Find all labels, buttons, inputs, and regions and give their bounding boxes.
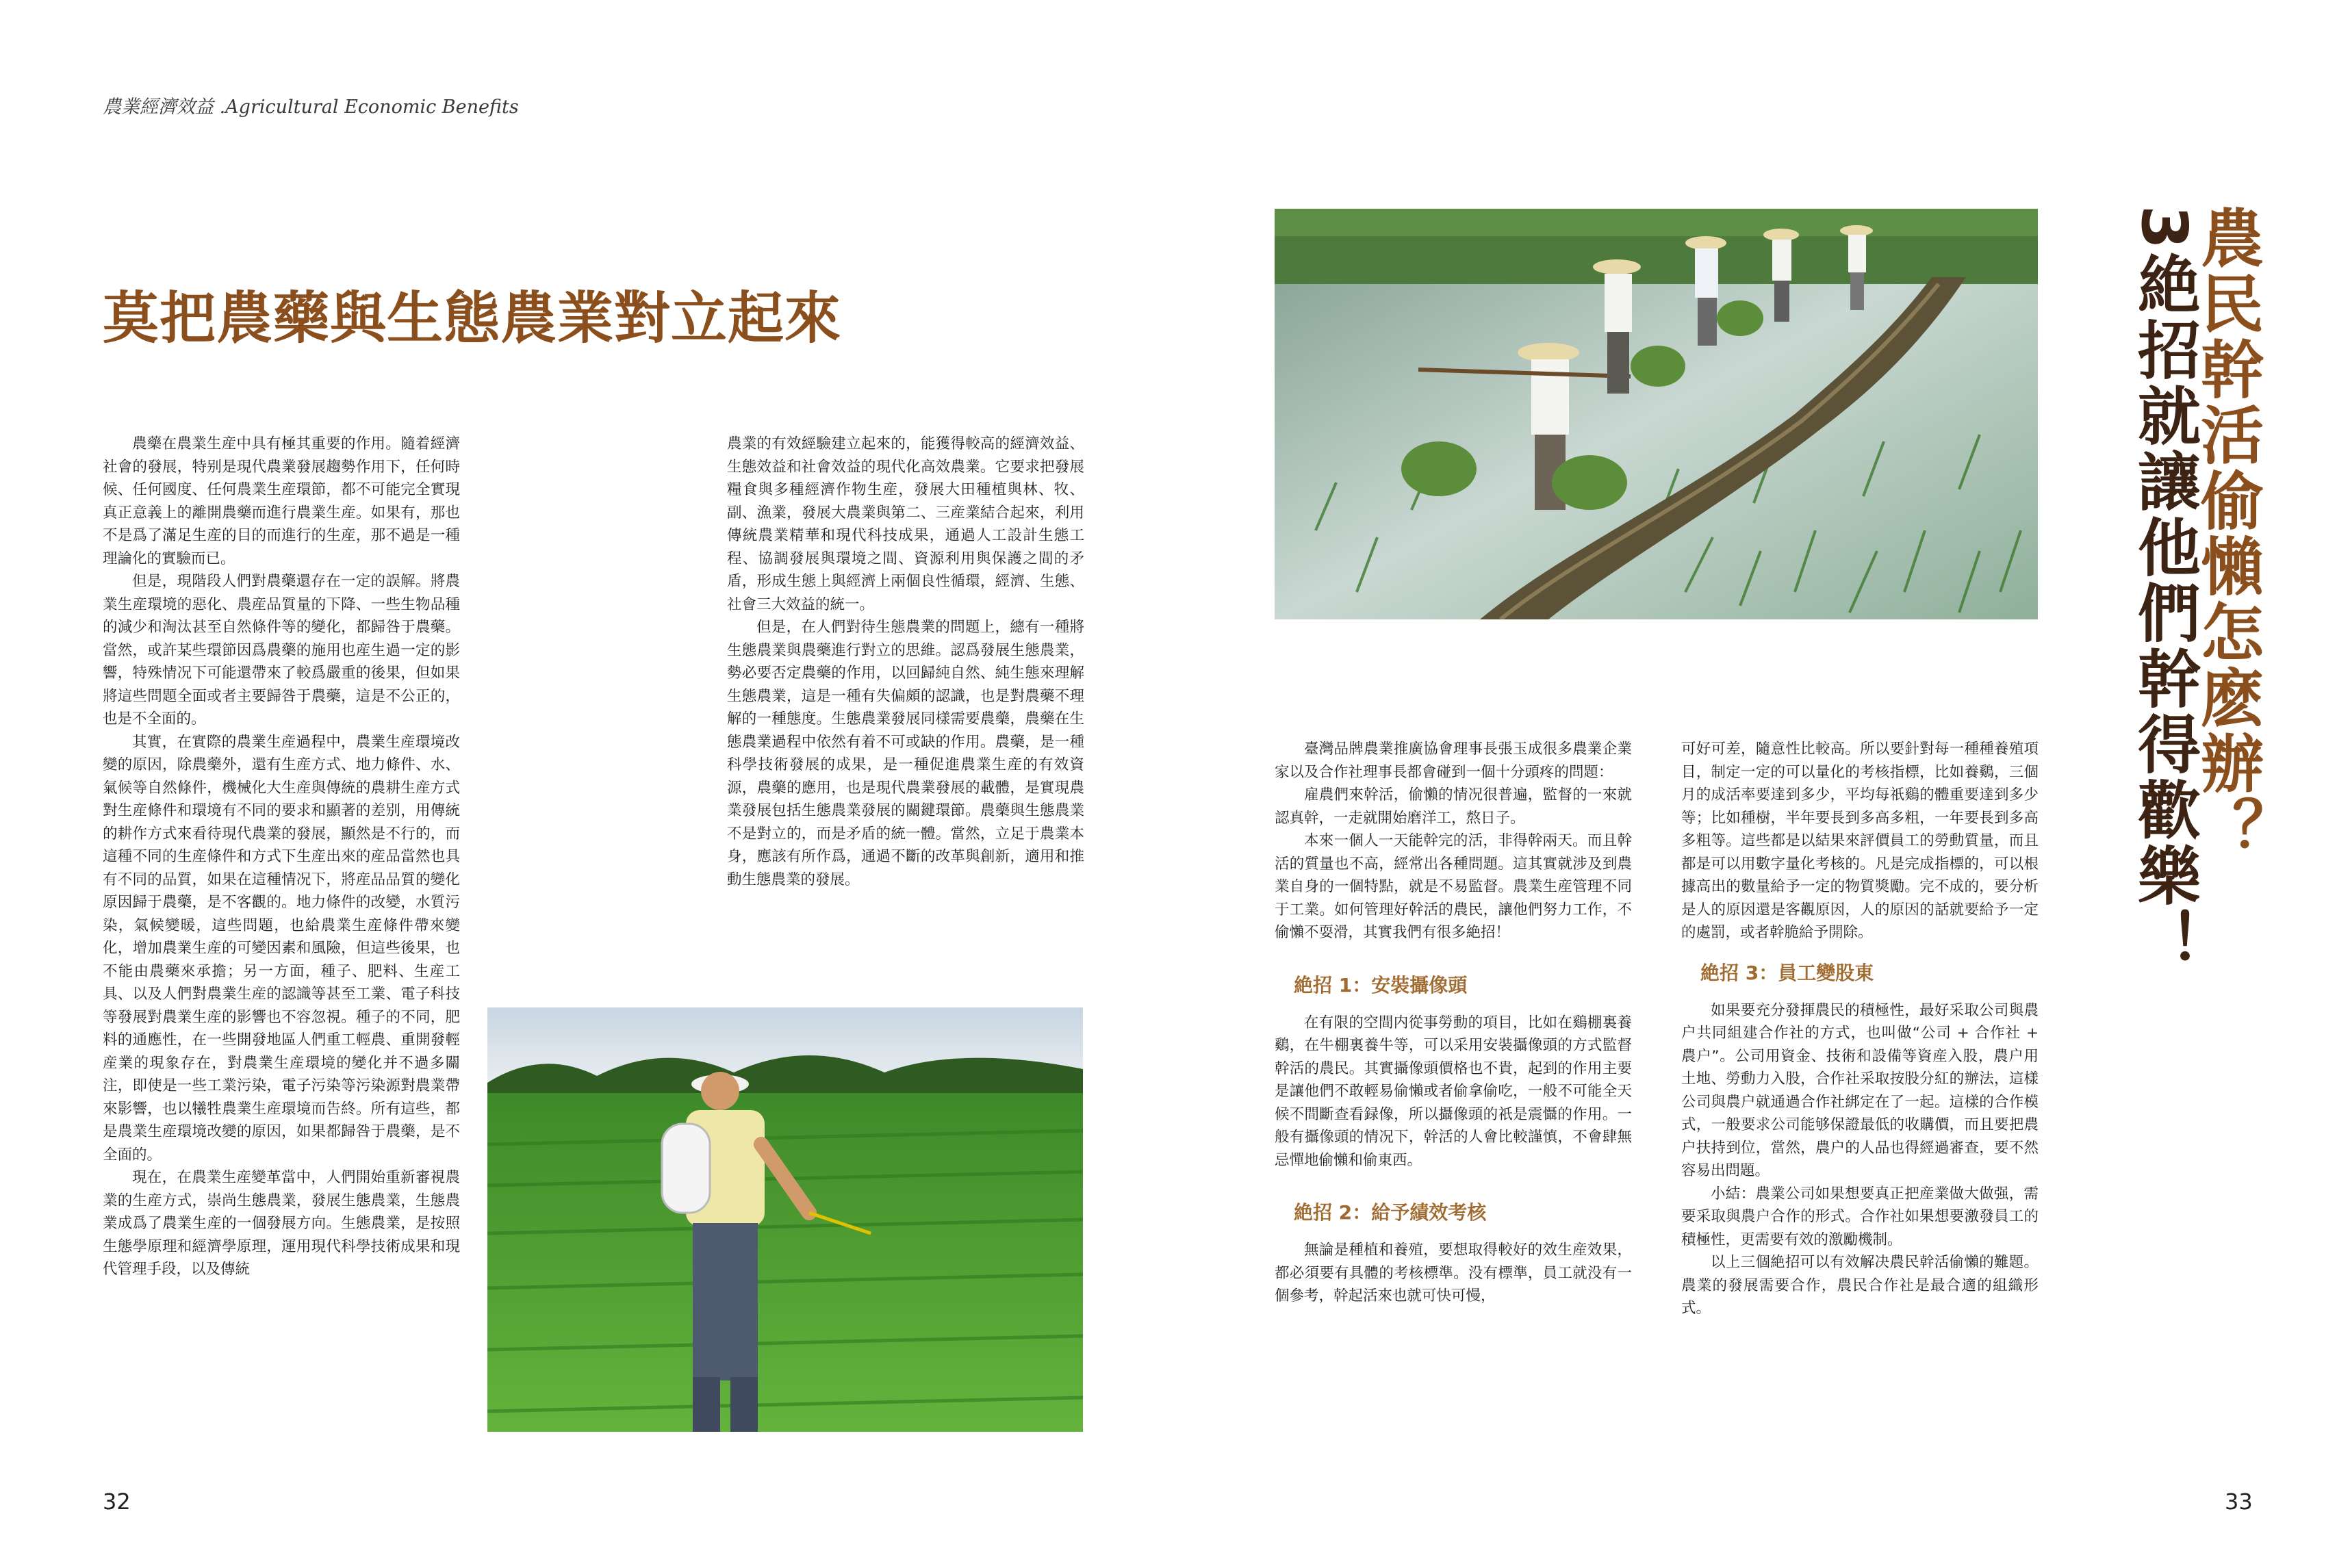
paragraph: 臺灣品牌農業推廣協會理事長張玉成很多農業企業家以及合作社理事長都會碰到一個十分頭疼的問題： xyxy=(1275,741,1632,781)
paragraph: 小結：農業公司如果想要真正把産業做大做强，需要采取與農户合作的形式。合作社如果想要激發員工的積極性，更需要有效的激勵機制。 xyxy=(1681,1185,2039,1248)
farmer-spraying-pesticide-photo xyxy=(487,1007,1083,1432)
vertical-title-line1: 農民幹活偷懶怎麽辦？ xyxy=(2191,205,2264,862)
page-number-right: 33 xyxy=(2225,1489,2253,1515)
paragraph: 其實，在實際的農業生産過程中，農業生産環境改變的原因，除農藥外，還有生産方式、地力條件、水、氣候等自然條件，機械化大生産與傳統的農耕生産方式對生産條件和環境有不同的要求和顯著的差别，用傳統的耕作方式來看待現代農業的發展，顯然是不行的，而這種不同的生産條件和方式下生産出來的産品當然也具有不同的品質，如果在這種情况下，將産品品質的變化原因歸于農藥，是不客觀的。地力條件的改變，水質污染，氣候變暖，這些問題，也給農業生産條件帶來變化，增加農業生産的可變因素和風險，但這些後果，也不能由農藥來承擔；另一方面，種子、肥料、生産工具、以及人們對農業生産的認識等甚至工業、電子科技等發展對農業生産的影響也不容忽視。種子的不同，肥料的通應性，在一些開發地區人們重工輕農、重開發輕産業的現象存在，對農業生産環境的變化并不過多關注，即使是一些工業污染，電子污染等污染源對農業帶來影響，也以犧牲農業生産環境而告終。所有這些，都是農業生産環境改變的原因，如果都歸咎于農藥，是不全面的。 xyxy=(103,733,460,1164)
paragraph: 農業的有效經驗建立起來的，能獲得較高的經濟效益、生態效益和社會效益的現代化高效農業。它要求把發展糧食與多種經濟作物生産，發展大田種植與林、牧、副、漁業，發展大農業與第二、三産業結合起來，利用傳統農業精華和現代科技成果，通過人工設計生態工程、協調發展與環境之間、資源利用與保護之間的矛盾，形成生態上與經濟上兩個良性循環，經濟、生態、社會三大效益的統一。 xyxy=(727,435,1084,613)
article-column-4 xyxy=(1681,738,2039,1320)
article-column-2 xyxy=(727,433,1084,891)
section-heading-1: 絶招 1：安裝攝像頭 xyxy=(1294,973,1468,997)
paragraph: 在有限的空間内從事勞動的項目，比如在鷄棚裏養鷄，在牛棚裏養牛等，可以采用安裝攝像頭的方式監督幹活的農民。其實攝像頭價格也不貴，起到的作用主要是讓他們不敢輕易偷懶或者偷拿偷吃，一般不可能全天候不間斷查看録像，所以攝像頭的祇是震懾的作用。一般有攝像頭的情况下，幹活的人會比較謹慎，不會肆無忌憚地偷懶和偷東西。 xyxy=(1275,1014,1632,1169)
paragraph: 如果要充分發揮農民的積極性，最好采取公司與農户共同組建合作社的方式，也叫做“公司 + 合作社 + 農户”。公司用資金、技術和設備等資産入股，農户用土地、勞動力入股，合作社采取按股分紅的辦法，這樣公司與農户就通過合作社綁定在了一起。這樣的合作模式，一般要求公司能够保證最低的收購價，而且要把農户扶持到位，當然，農户的人品也得經過審查，要不然容易出問題。 xyxy=(1681,1001,2039,1179)
vertical-title-line2: 3絶招就讓他們幹得歡樂！ xyxy=(2128,205,2201,975)
paragraph: 農藥在農業生産中具有極其重要的作用。隨着經濟社會的發展，特别是現代農業發展趨勢作用下，任何時候、任何國度、任何農業生産環節，都不可能完全實現真正意義上的離開農藥而進行農業生産。如果有，那也不是爲了滿足生産的目的而進行的生産，那不過是一種理論化的實驗而已。 xyxy=(103,435,460,567)
running-head: 農業經濟效益 .Agricultural Economic Benefits xyxy=(103,97,519,118)
paragraph: 現在，在農業生産變革當中，人們開始重新審視農業的生産方式，崇尚生態農業，發展生態農業，生態農業成爲了農業生産的一個發展方向。生態農業，是按照生態學原理和經濟學原理，運用現代科學技術成果和現代管理手段，以及傳統 xyxy=(103,1169,460,1278)
article-column-1 xyxy=(103,433,460,1281)
paragraph: 本來一個人一天能幹完的活，非得幹兩天。而且幹活的質量也不高，經常出各種問題。這其實就涉及到農業自身的一個特點，就是不易監督。農業生産管理不同于工業。如何管理好幹活的農民，讓他們努力工作，不偷懶不耍滑，其實我們有很多絶招！ xyxy=(1275,832,1632,941)
paragraph: 無論是種植和養殖，要想取得較好的效生産效果，都必須要有具體的考核標準。没有標準，員工就没有一個參考，幹起活來也就可快可慢， xyxy=(1275,1242,1632,1304)
section-heading-2: 絶招 2：給予績效考核 xyxy=(1294,1201,1487,1224)
article-title-left: 莫把農藥與生態農業對立起來 xyxy=(103,286,842,351)
paragraph: 但是，現階段人們對農藥還存在一定的誤解。將農業生産環境的惡化、農産品質量的下降、一些生物品種的減少和淘汰甚至自然條件等的變化，都歸咎于農藥。當然，或許某些環節因爲農藥的施用也産生過一定的影響，特殊情况下可能還帶來了較爲嚴重的後果，但如果將這些問題全面或者主要歸咎于農藥，這是不公正的，也是不全面的。 xyxy=(103,573,460,728)
paragraph: 但是，在人們對待生態農業的問題上，總有一種將生態農業與農藥進行對立的思維。認爲發展生態農業，勢必要否定農藥的作用，以回歸純自然、純生態來理解生態農業，這是一種有失偏頗的認識，也是對農藥不理解的一種態度。生態農業發展同樣需要農藥，農藥在生態農業過程中依然有着不可或缺的作用。農藥，是一種科學技術發展的成果，是一種促進農業生産的有效資源，農藥的應用，也是現代農業發展的載體，是實現農業發展包括生態農業發展的關鍵環節。農藥與生態農業不是對立的，而是矛盾的統一體。當然，立足于農業本身，應該有所作爲，通過不斷的改革與創新，適用和推動生態農業的發展。 xyxy=(727,619,1084,888)
page-number-left: 32 xyxy=(103,1489,131,1515)
article-column-3 xyxy=(1275,738,1632,1308)
paragraph: 可好可差，隨意性比較高。所以要針對每一種種養殖項目，制定一定的可以量化的考核指標，比如養鷄，三個月的成活率要達到多少，平均每祇鷄的體重要達到多少等；比如種樹，半年要長到多高多粗，一年要長到多高多粗等。這些都是以結果來評價員工的勞動質量，而且都是可以用數字量化考核的。凡是完成指標的，可以根據高出的數量給予一定的物質獎勵。完不成的，要分析是人的原因還是客觀原因，人的原因的話就要給予一定的處罰，或者幹脆給予開除。 xyxy=(1681,741,2039,941)
farmers-carrying-rice-seedlings-photo xyxy=(1275,209,2038,619)
section-heading-3: 絶招 3：員工變股東 xyxy=(1700,961,1874,984)
paragraph: 以上三個絶招可以有效解决農民幹活偷懶的難題。農業的發展需要合作，農民合作社是最合適的組織形式。 xyxy=(1681,1254,2039,1317)
paragraph: 雇農們來幹活，偷懶的情况很普遍，監督的一來就認真幹，一走就開始磨洋工，熬日子。 xyxy=(1275,786,1632,827)
